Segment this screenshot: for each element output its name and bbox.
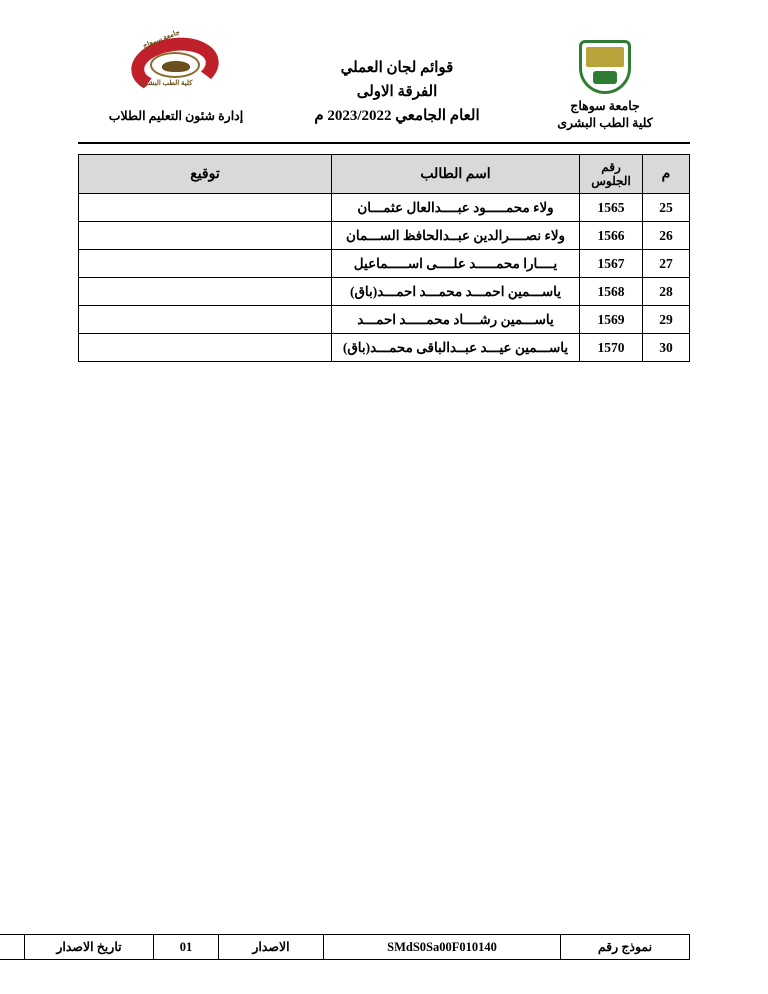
page-title-line-3: العام الجامعي 2023/2022 م bbox=[314, 108, 480, 124]
cell-signature bbox=[79, 278, 332, 306]
cell-student-name: ولاء محمـــــود عبــــدالعال عثمـــان bbox=[332, 194, 580, 222]
cell-student-name: يــــارا محمـــــد علــــى اســـــماعيل bbox=[332, 250, 580, 278]
footer-form-label: نموذج رقم bbox=[561, 935, 690, 960]
footer-date-value bbox=[0, 935, 25, 960]
university-name: جامعة سوهاج bbox=[570, 99, 640, 113]
cell-seat-number: 1565 bbox=[580, 194, 643, 222]
column-header-seat-number: رقم الجلوس bbox=[580, 155, 643, 194]
document-title-block bbox=[274, 26, 520, 128]
cell-seq: 29 bbox=[643, 306, 690, 334]
table-row bbox=[79, 194, 690, 222]
document-header bbox=[78, 26, 690, 138]
logo-arc-text-top: جامعة سوهاج bbox=[141, 28, 182, 50]
table-header-row bbox=[79, 155, 690, 194]
footer-table bbox=[0, 934, 690, 960]
students-table bbox=[78, 154, 690, 362]
footer-version-label: الاصدار bbox=[219, 935, 324, 960]
cell-seq: 28 bbox=[643, 278, 690, 306]
cell-signature bbox=[79, 194, 332, 222]
column-header-signature: توقيع bbox=[79, 155, 332, 194]
cell-student-name: ياســـمين رشــــاد محمـــــد احمـــد bbox=[332, 306, 580, 334]
cell-student-name: ولاء نصــــرالدين عبــدالحافظ الســـمان bbox=[332, 222, 580, 250]
students-table-container bbox=[78, 154, 690, 362]
header-divider bbox=[78, 142, 690, 144]
cell-signature bbox=[79, 250, 332, 278]
administration-line: إدارة شئون التعليم الطلاب bbox=[108, 109, 244, 123]
sohag-university-shield-icon bbox=[573, 40, 637, 94]
cell-seat-number: 1567 bbox=[580, 250, 643, 278]
cell-seat-number: 1569 bbox=[580, 306, 643, 334]
footer-row bbox=[0, 935, 690, 960]
page-title-line-1: قوائم لجان العملي bbox=[340, 60, 454, 76]
cell-seq: 30 bbox=[643, 334, 690, 362]
students-table-header bbox=[79, 155, 690, 194]
faculty-name: كلية الطب البشرى bbox=[557, 115, 653, 130]
cell-seq: 26 bbox=[643, 222, 690, 250]
cell-seq: 27 bbox=[643, 250, 690, 278]
cell-seq: 25 bbox=[643, 194, 690, 222]
footer-date-label: تاريخ الاصدار bbox=[25, 935, 154, 960]
cell-seat-number: 1570 bbox=[580, 334, 643, 362]
cell-signature bbox=[79, 222, 332, 250]
cell-signature bbox=[79, 334, 332, 362]
column-header-student-name: اسم الطالب bbox=[332, 155, 580, 194]
page-title-line-2: الفرقة الاولى bbox=[356, 84, 438, 100]
university-identity-block bbox=[520, 26, 690, 132]
students-table-body bbox=[79, 194, 690, 362]
column-header-seq: م bbox=[643, 155, 690, 194]
cell-student-name: ياســـمين عيـــد عبــدالباقى محمـــد(باق) bbox=[332, 334, 580, 362]
table-row bbox=[79, 334, 690, 362]
red-crescent-logo-icon bbox=[115, 28, 237, 106]
table-row bbox=[79, 306, 690, 334]
cell-seat-number: 1568 bbox=[580, 278, 643, 306]
table-row bbox=[79, 278, 690, 306]
table-row bbox=[79, 222, 690, 250]
footer-version-value: 01 bbox=[154, 935, 219, 960]
administration-identity-block bbox=[78, 26, 274, 124]
logo-arc-text-bottom: كلية الطب البشرى bbox=[139, 79, 193, 87]
cell-student-name: ياســـمين احمـــد محمـــد احمـــد(باق) bbox=[332, 278, 580, 306]
table-row bbox=[79, 250, 690, 278]
document-footer bbox=[56, 934, 690, 960]
cell-signature bbox=[79, 306, 332, 334]
footer-form-code: SMdS0Sa00F010140 bbox=[324, 935, 561, 960]
cell-seat-number: 1566 bbox=[580, 222, 643, 250]
